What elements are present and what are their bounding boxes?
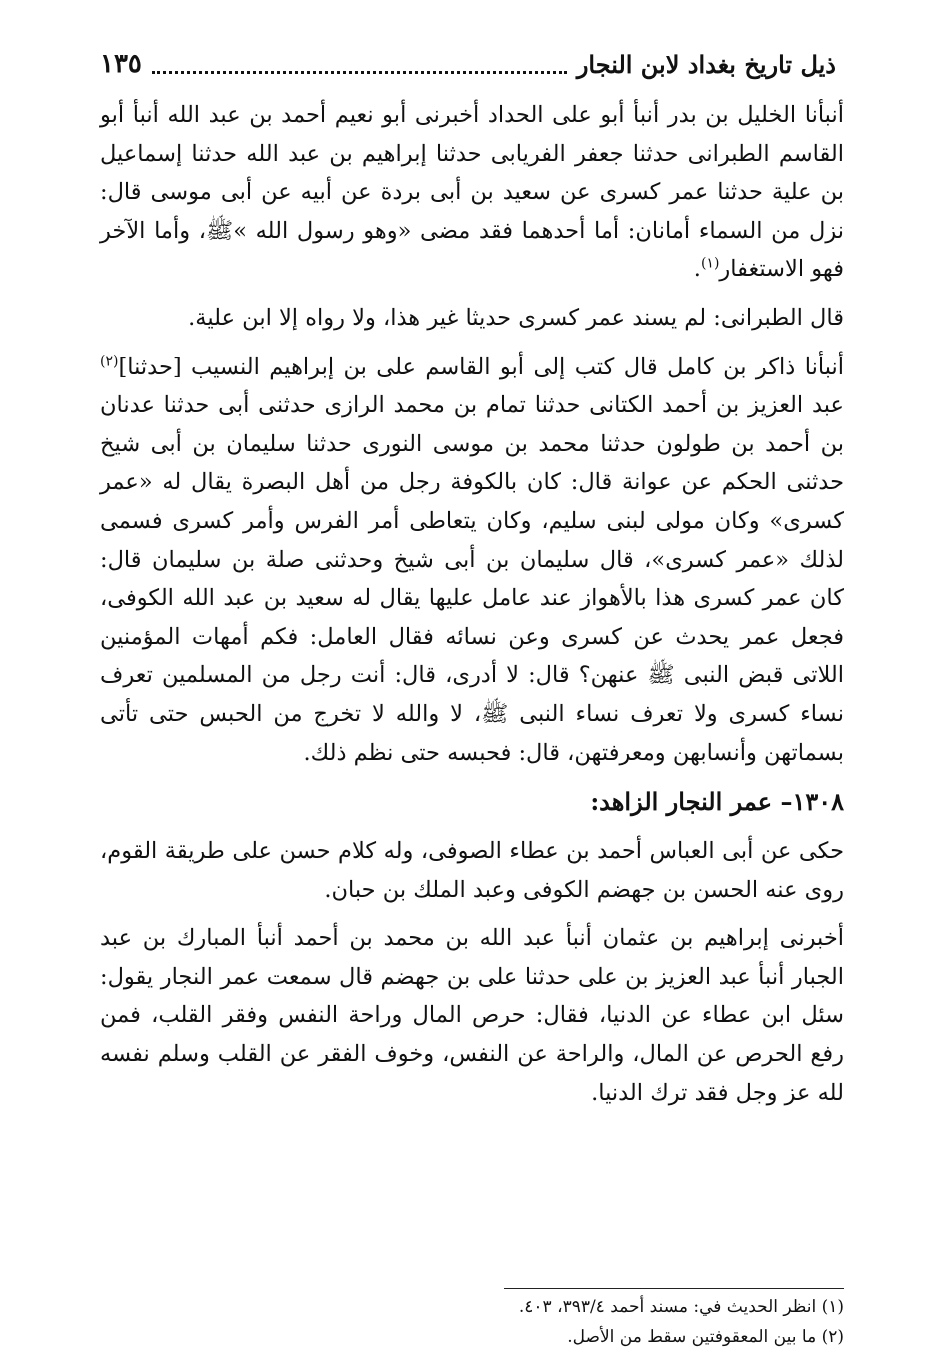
leader-dots <box>152 71 567 74</box>
page-number: ١٣٥ <box>100 49 142 79</box>
footnote-ref-1: (١) <box>700 255 720 272</box>
period-mark: . <box>693 256 701 283</box>
entry-paragraph-2: أخبرنى إبراهيم بن عثمان أنبأ عبد الله بن محمد بن أحمد أنبأ المبارك بن عبد الجبار أنبأ عبد العزيز بن على حدثنا على بن جهضم قال سمعت عمر النجار يقول: سئل ابن عطاء عن الدنيا، فقال: حرص المال وراحة النفس وفقر القلب، فمن رفع الحرص عن المال، والراحة عن النفس، وخوف الفقر عن القلب وسلم نفسه لله عز وجل فقد ترك الدنيا. <box>100 925 844 1106</box>
footnote-ref-2: (٢) <box>100 353 119 370</box>
footnote-1: (١) انظر الحديث في: مسند أحمد ٣٩٣/٤، ٤٠٣. <box>518 1297 844 1317</box>
entry-heading: ١٣٠٨– عمر النجار الزاهد: <box>590 787 844 817</box>
paragraph-1-text: أنبأنا الخليل بن بدر أنبأ أبو على الحداد أخبرنى أبو نعيم أحمد بن عبد الله أنبأ أبو القاسم الطبرانى حدثنا جعفر الفريابى حدثنا إبراهيم بن عبد الله حدثنا إسماعيل بن علية حدثنا عمر كسرى عن سعيد بن أبى بردة عن أبيه عن أبى موسى قال: نزل من السماء أمانان: أما أحدهما فقد مضى «وهو رسول الله »ﷺ، وأما الآخر فهو الاستغفار <box>100 102 844 283</box>
entry-paragraph-1: حكى عن أبى العباس أحمد بن عطاء الصوفى، وله كلام حسن على طريقة القوم، روى عنه الحسن بن جهضم الكوفى وعبد الملك بن حبان. <box>100 838 844 903</box>
paragraph-2: قال الطبرانى: لم يسند عمر كسرى حديثا غير هذا، ولا رواه إلا ابن علية. <box>188 304 844 331</box>
paragraph-3 <box>100 348 844 773</box>
paragraph-3-text: أنبأنا ذاكر بن كامل قال كتب إلى أبو القاسم على بن إبراهيم النسيب [حدثنا] <box>118 353 844 380</box>
paragraph-1 <box>100 96 844 289</box>
running-header <box>100 44 836 84</box>
paragraph-4-text: عبد العزيز بن أحمد الكتانى حدثنا تمام بن محمد الرازى حدثنى أبى حدثنا عدنان بن أحمد بن طولون حدثنا محمد بن موسى النورى حدثنا سليمان بن أبى شيخ حدثنى الحكم عن عوانة قال: كان بالكوفة رجل من أهل البصرة يقال له «عمر كسرى» وكان مولى لبنى سليم، وكان يتعاطى أمر الفرس وأمر كسرى فسمى لذلك «عمر كسرى»، قال سليمان بن أبى شيخ وحدثنى صلة بن سليمان قال: كان عمر كسرى هذا بالأهواز عند عامل عليها يقال له سعيد بن عبد الله الكوفى، فجعل عمر يحدث عن كسرى وعن نسائه فقال العامل: فكم أمهات المؤمنين اللاتى قبض النبى ﷺ عنهن؟ قال: لا أدرى، قال: أنت رجل من المسلمين تعرف نساء كسرى ولا تعرف نساء النبى ﷺ، لا والله لا تخرج من الحبس حتى تأتى بسماتهن وأنسابهن ومعرفتهن، قال: فحبسه حتى نظم ذلك. <box>100 392 844 766</box>
main-text <box>100 96 844 1122</box>
footnotes <box>100 1292 844 1352</box>
footnote-2: (٢) ما بين المعقوفتين سقط من الأصل. <box>567 1327 844 1347</box>
footnote-divider <box>504 1288 844 1289</box>
book-title: ذيل تاريخ بغداد لابن النجار <box>576 49 836 79</box>
